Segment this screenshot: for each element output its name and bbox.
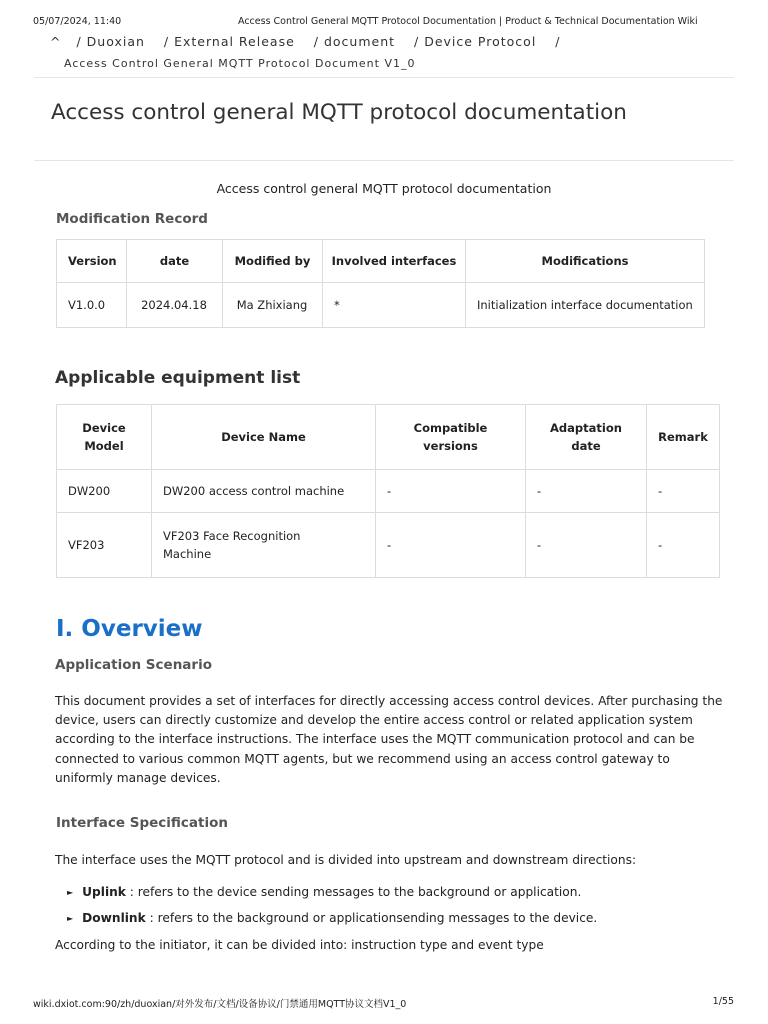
equipment-list-table <box>56 404 720 578</box>
table-header: Involved interfaces <box>323 240 466 283</box>
breadcrumb-separator: / <box>555 34 561 49</box>
table-header: Adaptation date <box>526 405 647 470</box>
breadcrumb-current-page: Access Control General MQTT Protocol Document V1_0 <box>64 57 416 70</box>
closing-text: According to the initiator, it can be divided into: instruction type and event type <box>55 938 544 952</box>
table-header: Device Model <box>57 405 152 470</box>
list-item-term: Uplink <box>82 885 126 899</box>
divider <box>34 77 734 78</box>
divider <box>34 160 734 161</box>
breadcrumb <box>50 34 575 49</box>
table-header: Compatible versions <box>376 405 526 470</box>
table-cell: Initialization interface documentation <box>466 283 705 328</box>
table-header: Version <box>57 240 127 283</box>
list-item-term: Downlink <box>82 911 146 925</box>
list-item-desc: : refers to the background or applicationsending messages to the device. <box>145 911 598 925</box>
table-header: Modified by <box>223 240 323 283</box>
footer-url: wiki.dxiot.com:90/zh/duoxian/对外发布/文档/设备协议/门禁通用MQTT协议文档V1_0 <box>33 999 407 1010</box>
modification-record-heading: Modification Record <box>56 211 208 227</box>
print-datetime: 05/07/2024, 11:40 <box>33 16 122 27</box>
table-cell: DW200 <box>57 470 152 513</box>
bullet-triangle-icon: ► <box>67 914 74 923</box>
interface-specification-heading: Interface Specification <box>56 815 228 831</box>
table-cell: DW200 access control machine <box>152 470 376 513</box>
table-header-row <box>57 405 720 470</box>
table-header: date <box>127 240 223 283</box>
table-header: Remark <box>647 405 720 470</box>
modification-record-table <box>56 239 705 328</box>
table-cell: - <box>526 470 647 513</box>
overview-heading: I. Overview <box>56 616 203 642</box>
table-cell: Ma Zhixiang <box>223 283 323 328</box>
interface-specification-text: The interface uses the MQTT protocol and is divided into upstream and downstream directions: <box>55 853 637 867</box>
table-cell: VF203 <box>57 513 152 578</box>
table-cell: - <box>376 513 526 578</box>
breadcrumb-item-document[interactable]: / document <box>313 34 396 49</box>
table-cell: - <box>526 513 647 578</box>
table-row <box>57 283 705 328</box>
table-header: Modifications <box>466 240 705 283</box>
table-row <box>57 470 720 513</box>
table-cell: V1.0.0 <box>57 283 127 328</box>
table-cell: * <box>323 283 466 328</box>
table-cell: - <box>647 470 720 513</box>
page-title: Access control general MQTT protocol documentation <box>51 100 627 125</box>
table-cell: - <box>647 513 720 578</box>
print-page-title: Access Control General MQTT Protocol Documentation | Product & Technical Documentation Wiki <box>238 16 698 27</box>
list-item <box>67 911 597 925</box>
breadcrumb-item-duoxian[interactable]: / Duoxian <box>76 34 145 49</box>
table-cell: 2024.04.18 <box>127 283 223 328</box>
table-cell: VF203 Face Recognition Machine <box>152 513 376 578</box>
document-title: Access control general MQTT protocol documentation <box>216 181 552 196</box>
table-header: Device Name <box>152 405 376 470</box>
application-scenario-text: This document provides a set of interfaces for directly accessing access control devices. After purchasing the device, users can directly customize and develop the entire access control or related application system according to the interface instructions. The interface uses the MQTT communication protocol and can be connected to various common MQTT agents, but we recommend using an access control gateway to uniformly manage devices. <box>55 694 723 785</box>
table-row <box>57 513 720 578</box>
equipment-list-heading: Applicable equipment list <box>55 368 301 388</box>
list-item <box>67 885 581 899</box>
breadcrumb-item-device-protocol[interactable]: / Device Protocol <box>414 34 537 49</box>
footer-page-number: 1/55 <box>712 996 734 1007</box>
application-scenario-heading: Application Scenario <box>55 657 212 673</box>
breadcrumb-item-external-release[interactable]: / External Release <box>163 34 295 49</box>
bullet-triangle-icon: ► <box>67 888 74 897</box>
table-header-row <box>57 240 705 283</box>
breadcrumb-up-icon[interactable]: ^ <box>50 34 62 49</box>
list-item-desc: : refers to the device sending messages to the background or application. <box>125 885 582 899</box>
table-cell: - <box>376 470 526 513</box>
